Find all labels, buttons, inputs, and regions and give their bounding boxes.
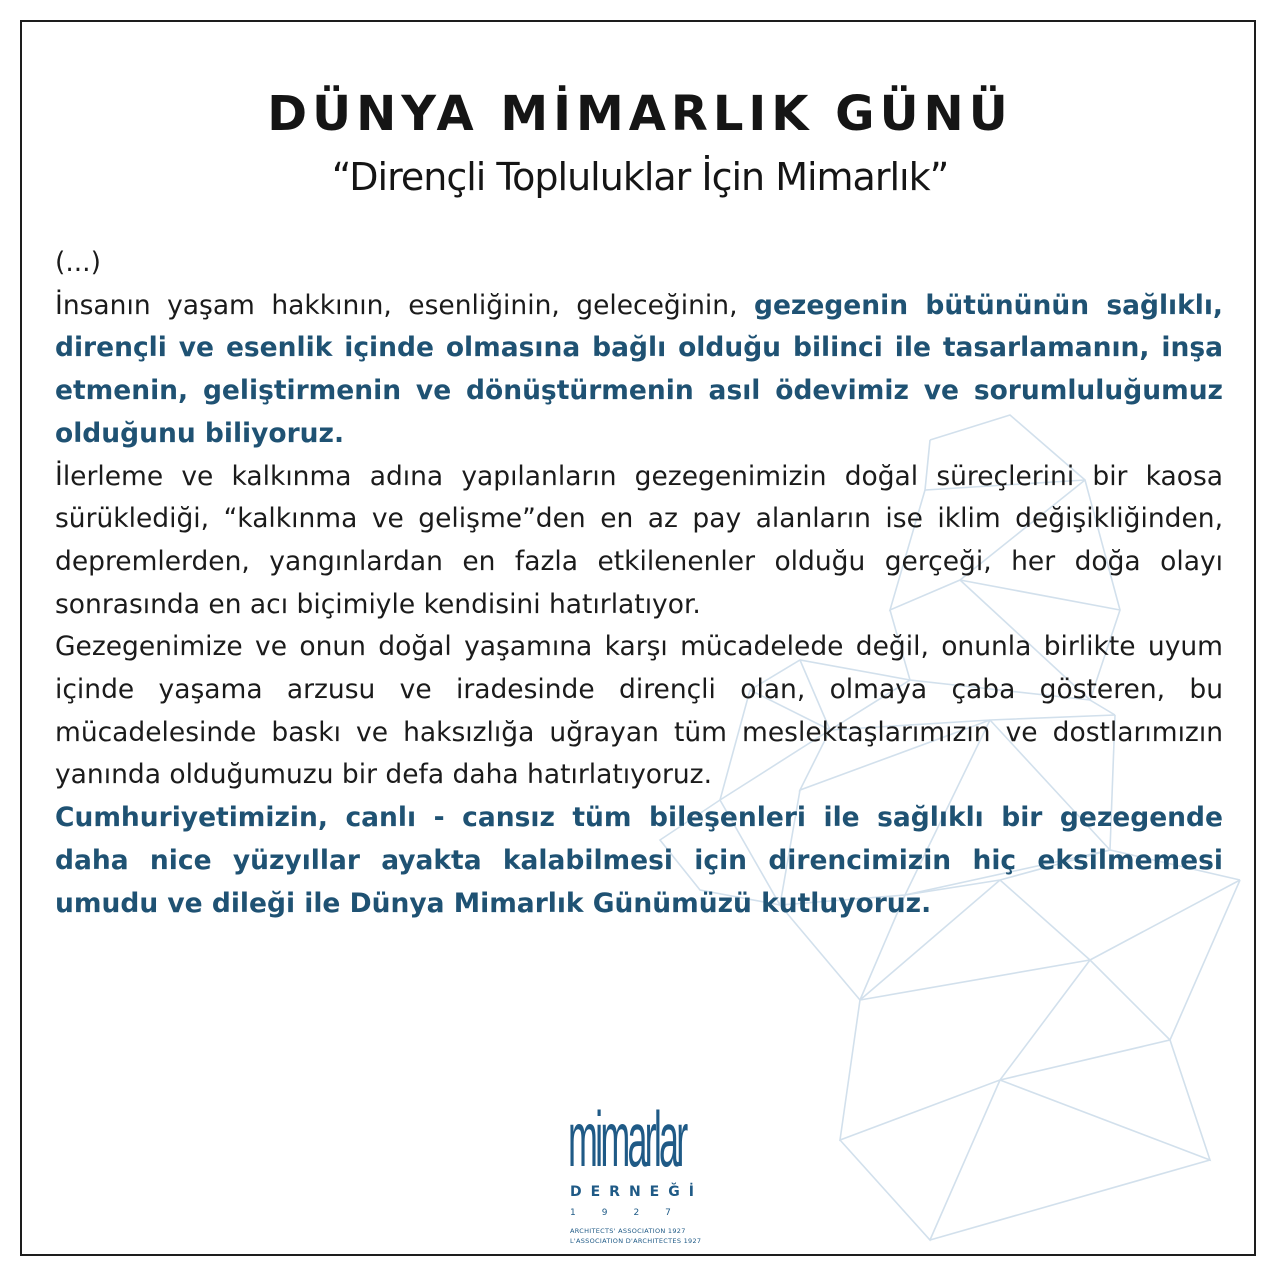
logo-subline-en: ARCHITECTS' ASSOCIATION 1927	[570, 1227, 686, 1235]
paragraph-1	[55, 285, 1223, 456]
page-subtitle: “Dirençli Topluluklar İçin Mimarlık”	[331, 155, 949, 199]
logo-subline-fr: L'ASSOCIATION D'ARCHITECTES 1927	[570, 1237, 702, 1245]
paragraph-2: İlerleme ve kalkınma adına yapılanların gezegenimizin doğal süreçlerini bir kaosa sürüklediği, “kalkınma ve gelişme”den en az pay alanların ise iklim değişikliğinden, depremlerden, yangınlardan en fazla etkilenenler olduğu gerçeği, her doğa olayı sonrasında en acı biçimiyle kendisini hatırlatıyor.	[55, 460, 1223, 620]
ellipsis: (...)	[55, 247, 101, 278]
logo-name: DERNEĞİ	[570, 1184, 703, 1200]
paragraph-1-normal: İnsanın yaşam hakkının, esenliğinin, geleceğinin,	[55, 289, 754, 321]
page-title: DÜNYA MİMARLIK GÜNÜ	[267, 86, 1013, 142]
paragraph-4-highlight: Cumhuriyetimizin, canlı - cansız tüm bileşenleri ile sağlıklı bir gezegende daha nice yüzyıllar ayakta kalabilmesi için direncimizin hiç eksilmemesi umudu ve dileği ile Dünya Mimarlık Günümüzü kutluyoruz.	[55, 802, 1223, 919]
paragraph-1-highlight: gezegenin bütününün sağlıklı, dirençli ve esenlik içinde olmasına bağlı olduğu bilinci ile tasarlamanın, inşa etmenin, geliştirmenin ve dönüştürmenin asıl ödevimiz ve sorumluluğumuz olduğunu biliyoruz.	[55, 289, 1223, 449]
mimarlar-dernegi-logo	[560, 1095, 720, 1250]
logo-year: 1927	[570, 1208, 697, 1218]
statement-body	[55, 242, 1223, 925]
paragraph-3: Gezegenimize ve onun doğal yaşamına karşı mücadelede değil, onunla birlikte uyum içinde yaşama arzusu ve iradesinde dirençli olan, olmaya çaba gösteren, bu mücadelesinde baskı ve haksızlığa uğrayan tüm meslektaşlarımızın ve dostlarımızın yanında olduğumuzu bir defa daha hatırlatıyoruz.	[55, 631, 1223, 791]
logo-wordmark: mimarlar	[568, 1095, 686, 1183]
